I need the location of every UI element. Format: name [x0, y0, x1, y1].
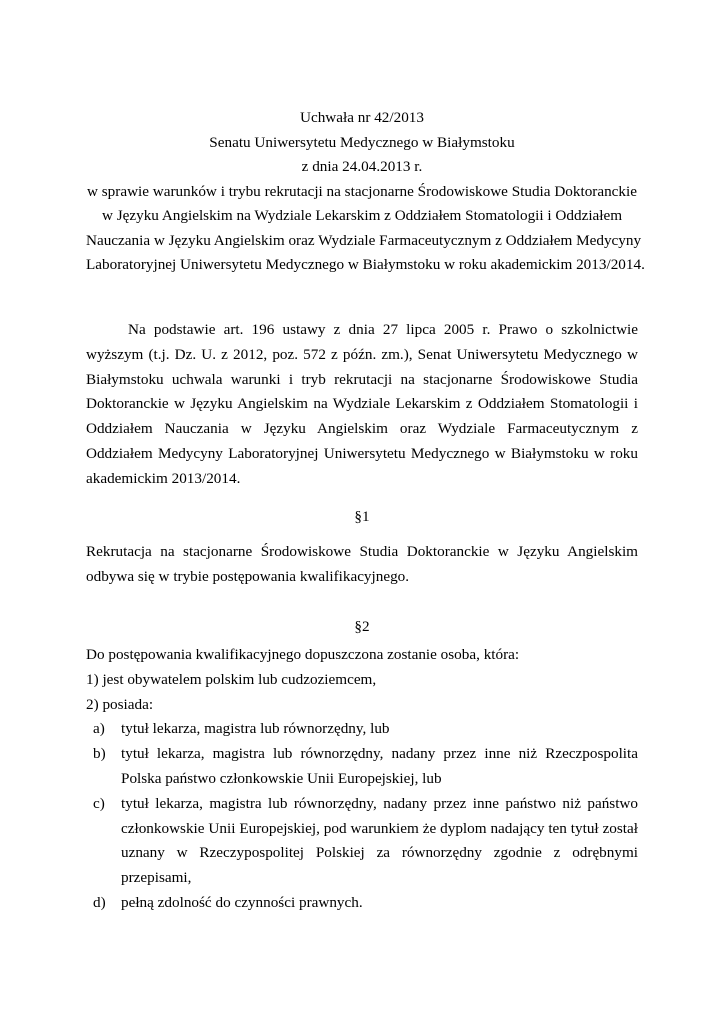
title-line-subject-1: w sprawie warunków i trybu rekrutacji na stacjonarne Środowiskowe Studia Doktoranckie	[87, 182, 637, 200]
sub-item-c	[86, 792, 638, 891]
title-line-senate: Senatu Uniwersytetu Medycznego w Białymstoku	[209, 133, 515, 151]
sub-item-marker: a)	[93, 720, 105, 738]
sub-item-text: pełną zdolność do czynności prawnych.	[121, 893, 363, 911]
title-line-subject-2: w Języku Angielskim na Wydziale Lekarskim z Oddziałem Stomatologii i Oddziałem	[101, 207, 623, 224]
title-line-number: Uchwała nr 42/2013	[300, 109, 424, 126]
sub-item-marker: d)	[93, 893, 106, 911]
title-line-date: z dnia 24.04.2013 r.	[301, 158, 423, 175]
condition-1: 1) jest obywatelem polskim lub cudzoziemcem,	[86, 670, 377, 688]
sub-item-text: tytuł lekarza, magistra lub równorzędny, nadany przez inne państwo niż państwo członkowskie Unii Europejskiej, pod warunkiem że dyplom nadający ten tytuł został uznany w Rzeczypospolitej Polskiej za równorzędny zgodnie z odrębnymi przepisami,	[121, 794, 638, 887]
preamble	[86, 318, 638, 492]
preamble-text: Na podstawie art. 196 ustawy z dnia 27 lipca 2005 r. Prawo o szkolnictwie wyższym (t.j. Dz. U. z 2012, poz. 572 z późn. zm.), Senat Uniwersytetu Medycznego w Białymstoku uchwala warunki i tryb rekrutacji na stacjonarne Środowiskowe Studia Doktoranckie w Języku Angielskim na Wydziale Lekarskim z Oddziałem Stomatologii i Oddziałem Nauczania w Języku Angielskim oraz Wydziale Farmaceutycznym z Oddziałem Medycyny Laboratoryjnej Uniwersytetu Medycznego w Białymstoku w roku akademickim 2013/2014.	[86, 321, 638, 487]
sub-item-marker: c)	[93, 794, 105, 812]
sub-item-b	[86, 742, 638, 792]
section-2-lead: Do postępowania kwalifikacyjnego dopuszczona zostanie osoba, która:	[86, 646, 520, 663]
section-1-body	[86, 540, 638, 589]
title-line-subject-4: Laboratoryjnej Uniwersytetu Medycznego w Białymstoku w roku akademickim 2013/2014.	[86, 256, 645, 273]
condition-2: 2) posiada:	[86, 695, 154, 713]
sub-item-marker: b)	[93, 745, 106, 763]
section-2-body	[86, 643, 638, 916]
section-1-heading: §1	[354, 508, 370, 525]
sub-item-text: tytuł lekarza, magistra lub równorzędny, nadany przez inne niż Rzeczpospolita Polska państwo członkowskie Unii Europejskiej, lub	[121, 745, 638, 787]
title-line-subject-3: Nauczania w Języku Angielskim oraz Wydziale Farmaceutycznym z Oddziałem Medycyny	[86, 231, 642, 249]
section-2-heading: §2	[354, 618, 370, 635]
sub-item-text: tytuł lekarza, magistra lub równorzędny, lub	[121, 720, 390, 738]
resolution-title	[86, 106, 645, 278]
section-1-text: Rekrutacja na stacjonarne Środowiskowe Studia Doktoranckie w Języku Angielskim odbywa się w trybie postępowania kwalifikacyjnego.	[86, 543, 638, 585]
sub-item-d	[86, 891, 638, 916]
sub-item-a	[86, 717, 638, 742]
